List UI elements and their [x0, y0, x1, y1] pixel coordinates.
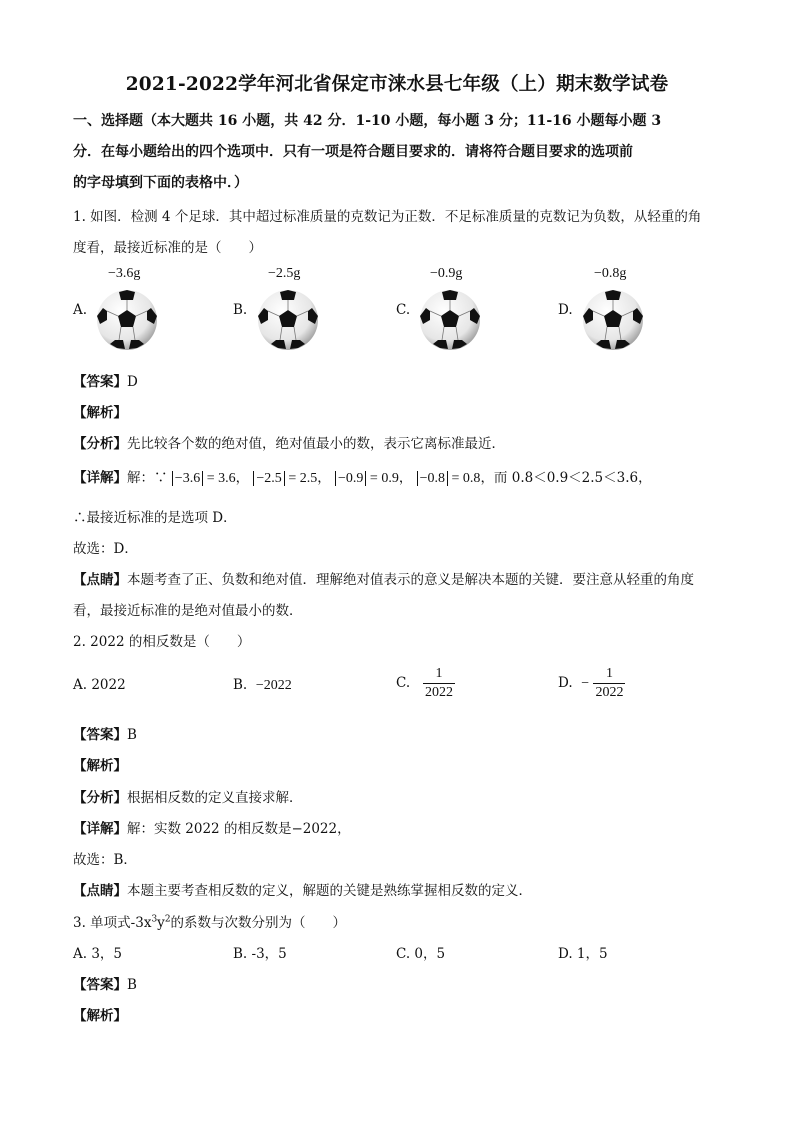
q1-stem-line-1: 1. 如图．检测 4 个足球．其中超过标准质量的克数记为正数．不足标准质量的克数记为负数，从轻重的角 [73, 209, 702, 225]
analysis-tag: 【分析】 [73, 436, 127, 452]
answer-value: B [127, 727, 137, 743]
q3-exponent-y: 2 [164, 914, 171, 925]
option-d-letter: D. [558, 675, 573, 691]
q3-exponent-x: 3 [151, 914, 158, 925]
comment-text-1: 本题考查了正、负数和绝对值．理解绝对值表示的意义是解决本题的关键．要注意从轻重的角度 [127, 572, 694, 588]
answer-tag: 【答案】 [73, 727, 127, 743]
analysis-text: 先比较各个数的绝对值，绝对值最小的数，表示它离标准最近． [127, 436, 505, 452]
soccer-ball-icon [581, 288, 645, 352]
option-b-letter: B. [233, 677, 248, 693]
abs-result-2: = 2.5 [288, 471, 318, 486]
detail-prefix: 解：∵ [127, 470, 168, 486]
q1-choose: 故选：D． [73, 541, 138, 557]
option-d-sign: − [581, 676, 590, 691]
abs-value-3: −0.9 [335, 471, 366, 486]
q3-jiexi-tag: 【解析】 [73, 1008, 127, 1024]
fraction-denominator: 2022 [425, 685, 454, 700]
soccer-ball-icon [418, 288, 482, 352]
q1-answer [73, 370, 138, 390]
option-d-fraction [593, 666, 625, 701]
abs-value-2: −2.5 [253, 471, 284, 486]
q3-stem-pre: 3. 单项式-3x [73, 915, 152, 931]
q2-option-d [558, 666, 625, 701]
option-c-fraction [423, 666, 455, 701]
q2-option-c [396, 666, 455, 701]
q1-option-d-weight: −0.8g [594, 266, 627, 281]
q1-comment-line-2: 看，最接近标准的是绝对值最小的数． [73, 603, 303, 619]
q2-comment [73, 879, 532, 899]
answer-value: D [127, 374, 138, 390]
q1-option-c-letter: C. [396, 302, 411, 318]
page-title: 2021-2022学年河北省保定市涞水县七年级（上）期末数学试卷 [125, 74, 669, 95]
q3-option-a: A. 3，5 [73, 946, 123, 962]
q1-option-b-weight: −2.5g [268, 266, 301, 281]
q1-option-c-weight: −0.9g [430, 266, 463, 281]
q3-option-d: D. 1，5 [558, 946, 608, 962]
detail-tag: 【详解】 [73, 470, 127, 486]
abs-value-1: −3.6 [172, 471, 203, 486]
section-heading-line-1: 一、选择题（本大题共 16 小题，共 42 分．1-10 小题，每小题 3 分；11-16 小题每小题 3 [73, 113, 662, 129]
answer-tag: 【答案】 [73, 374, 127, 390]
option-c-letter: C. [396, 675, 411, 691]
q1-option-d-letter: D. [558, 302, 573, 318]
q2-choose: 故选：B． [73, 852, 137, 868]
q2-answer [73, 723, 137, 743]
abs-result-1: = 3.6 [206, 471, 236, 486]
abs-result-4: = 0.8 [451, 471, 481, 486]
option-b-value: −2022 [255, 678, 292, 693]
q2-detail [73, 817, 351, 837]
abs-term-3 [335, 471, 399, 486]
q2-option-a: A. 2022 [73, 677, 126, 693]
q1-option-a-letter: A. [73, 302, 88, 318]
abs-value-4: −0.8 [417, 471, 448, 486]
soccer-ball-icon [95, 288, 159, 352]
q2-option-b [233, 677, 292, 694]
section-heading-line-3: 的字母填到下面的表格中．） [73, 175, 248, 191]
q3-option-c: C. 0，5 [396, 946, 446, 962]
detail-text: 解：实数 2022 的相反数是−2022， [127, 821, 351, 837]
comparison-text: ，而 0.8＜0.9＜2.5＜3.6， [480, 470, 652, 486]
q1-analysis [73, 432, 505, 452]
soccer-ball-icon [256, 288, 320, 352]
section-heading-line-2: 分．在每小题给出的四个选项中．只有一项是符合题目要求的．请将符合题目要求的选项前 [73, 144, 633, 160]
q1-option-b-letter: B. [233, 302, 248, 318]
fraction-numerator: 1 [435, 666, 443, 681]
fraction-denominator: 2022 [595, 685, 624, 700]
abs-term-4 [417, 471, 481, 486]
detail-tag: 【详解】 [73, 821, 127, 837]
q1-conclusion: ∴最接近标准的是选项 D． [73, 510, 237, 526]
q1-detail: 【详解】解：∵ −3.6 = 3.6， −2.5 = 2.5， −0.9 = 0.9， −0.8 = 0.8，而 0.8＜0.9＜2.5＜3.6， [73, 470, 652, 486]
q2-analysis [73, 786, 303, 806]
q3-option-b: B. -3，5 [233, 946, 287, 962]
analysis-tag: 【分析】 [73, 790, 127, 806]
q1-stem-line-2: 度看，最接近标准的是（ ） [73, 240, 262, 256]
q3-answer [73, 973, 137, 993]
analysis-text: 根据相反数的定义直接求解． [127, 790, 303, 806]
q1-jiexi-tag: 【解析】 [73, 405, 127, 421]
q3-stem-mid: y [157, 915, 165, 931]
q1-option-a-weight: −3.6g [108, 266, 141, 281]
q3-stem-post: 的系数与次数分别为（ ） [170, 915, 347, 931]
answer-tag: 【答案】 [73, 977, 127, 993]
q2-stem: 2. 2022 的相反数是（ ） [73, 634, 251, 650]
abs-term-2 [253, 471, 317, 486]
fraction-numerator: 1 [605, 666, 613, 681]
q3-stem [73, 911, 346, 931]
q2-jiexi-tag: 【解析】 [73, 758, 127, 774]
abs-term-1 [172, 471, 236, 486]
comment-tag: 【点睛】 [73, 883, 127, 899]
comment-text: 本题主要考查相反数的定义，解题的关键是熟练掌握相反数的定义． [127, 883, 532, 899]
comment-tag: 【点睛】 [73, 572, 127, 588]
q1-comment-line-1 [73, 568, 694, 588]
answer-value: B [127, 977, 137, 993]
abs-result-3: = 0.9 [369, 471, 399, 486]
